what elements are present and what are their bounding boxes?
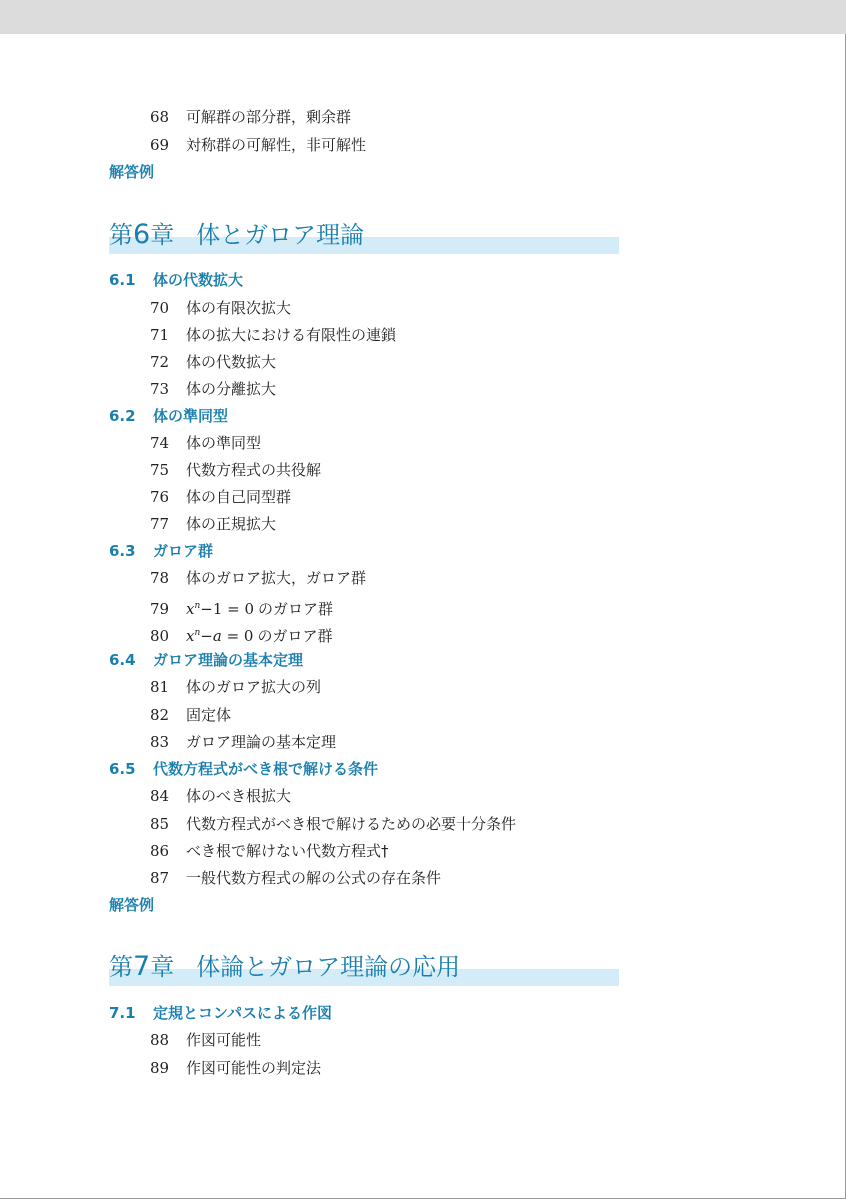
item-number: 74 [150,434,170,452]
item-number: 68 [150,108,170,126]
viewer-top-bar [0,0,846,34]
toc-item-73[interactable] [150,377,276,401]
item-number: 71 [150,326,170,344]
item-number: 69 [150,136,170,154]
section-number: 6.1 [109,271,136,289]
item-title: 体のべき根拡大 [186,787,292,805]
toc-item-88[interactable] [150,1028,261,1052]
chapter-7-title [109,950,460,984]
toc-item-74[interactable] [150,431,261,455]
item-number: 83 [150,733,170,751]
toc-item-69[interactable] [150,133,366,157]
item-number: 82 [150,706,170,724]
section-6-4[interactable] [109,648,303,672]
item-number: 72 [150,353,170,371]
item-title: 作図可能性の判定法 [186,1059,322,1077]
toc-item-82[interactable] [150,703,231,727]
section-6-1[interactable] [109,268,243,292]
toc-item-77[interactable] [150,512,276,536]
toc-item-68[interactable] [150,105,351,129]
chapter-name: 体とガロア理論 [196,221,365,249]
toc-item-76[interactable] [150,485,291,509]
chapter-number: 6 [133,219,151,250]
item-number: 84 [150,787,170,805]
chapter-number: 7 [133,951,151,982]
toc-item-78[interactable] [150,566,366,590]
toc-item-80[interactable] [150,621,332,645]
toc-item-70[interactable] [150,296,291,320]
item-title: 代数方程式がべき根で解けるための必要十分条件 [186,815,517,833]
item-number: 87 [150,869,170,887]
item-title: 固定体 [186,706,232,724]
item-number: 76 [150,488,170,506]
item-title: のガロア群 [258,600,334,618]
section-number: 7.1 [109,1004,136,1022]
item-number: 85 [150,815,170,833]
section-6-5[interactable] [109,757,378,781]
item-number: 86 [150,842,170,860]
item-number: 89 [150,1059,170,1077]
item-title: 体の分離拡大 [186,380,277,398]
toc-item-84[interactable] [150,784,291,808]
item-title: 体の正規拡大 [186,515,277,533]
section-6-3[interactable] [109,539,213,563]
section-number: 6.4 [109,651,136,669]
chapter-6-heading [109,218,619,254]
toc-item-85[interactable] [150,812,516,836]
section-title: 定規とコンパスによる作図 [153,1004,332,1022]
section-title: 代数方程式がべき根で解ける条件 [153,760,379,778]
section-number: 6.2 [109,407,136,425]
item-number: 75 [150,461,170,479]
toc-item-86[interactable] [150,839,389,863]
chapter-suffix: 章 [150,953,175,981]
item-title: 体のガロア拡大の列 [186,678,322,696]
section-number: 6.3 [109,542,136,560]
chapter-7-heading [109,950,619,986]
toc-item-72[interactable] [150,350,276,374]
answers-link-chapter6[interactable]: 解答例 [109,896,155,914]
chapter-prefix: 第 [109,953,133,981]
chapter-6-title [109,218,364,252]
item-title: 一般代数方程式の解の公式の存在条件 [186,869,442,887]
item-title: 体の代数拡大 [186,353,277,371]
item-title: 体の自己同型群 [186,488,292,506]
toc-item-87[interactable] [150,866,441,890]
toc-item-75[interactable] [150,458,321,482]
answers-link-chapter5[interactable]: 解答例 [109,163,155,181]
section-title: 体の準同型 [153,407,229,425]
item-title: 可解群の部分群，剰余群 [186,108,352,126]
chapter-prefix: 第 [109,221,133,249]
item-title: 対称群の可解性，非可解性 [186,136,367,154]
section-number: 6.5 [109,760,136,778]
math-formula: $x^n-1 = 0$ [186,600,255,618]
chapter-name: 体論とガロア理論の応用 [196,953,461,981]
section-title: 体の代数拡大 [153,271,244,289]
item-title: 代数方程式の共役解 [186,461,322,479]
item-title: 体の有限次拡大 [186,299,292,317]
item-title: 体の準同型 [186,434,262,452]
item-title: 体のガロア拡大，ガロア群 [186,569,367,587]
item-title: べき根で解けない代数方程式† [186,842,389,860]
item-number: 78 [150,569,170,587]
item-title: 体の拡大における有限性の連鎖 [186,326,397,344]
toc-item-71[interactable] [150,323,396,347]
item-number: 80 [150,627,170,645]
section-title: ガロア理論の基本定理 [153,651,304,669]
item-title: のガロア群 [257,627,333,645]
item-number: 79 [150,600,170,618]
toc-item-89[interactable] [150,1056,321,1080]
toc-item-83[interactable] [150,730,336,754]
toc-item-79[interactable] [150,594,333,618]
math-formula: $x^n-a = 0$ [186,627,254,645]
item-number: 70 [150,299,170,317]
item-title: ガロア理論の基本定理 [186,733,337,751]
item-title: 作図可能性 [186,1031,262,1049]
section-7-1[interactable] [109,1001,332,1025]
chapter-suffix: 章 [150,221,175,249]
item-number: 77 [150,515,170,533]
section-6-2[interactable] [109,404,228,428]
section-title: ガロア群 [153,542,214,560]
item-number: 81 [150,678,170,696]
item-number: 73 [150,380,170,398]
item-number: 88 [150,1031,170,1049]
toc-item-81[interactable] [150,675,321,699]
